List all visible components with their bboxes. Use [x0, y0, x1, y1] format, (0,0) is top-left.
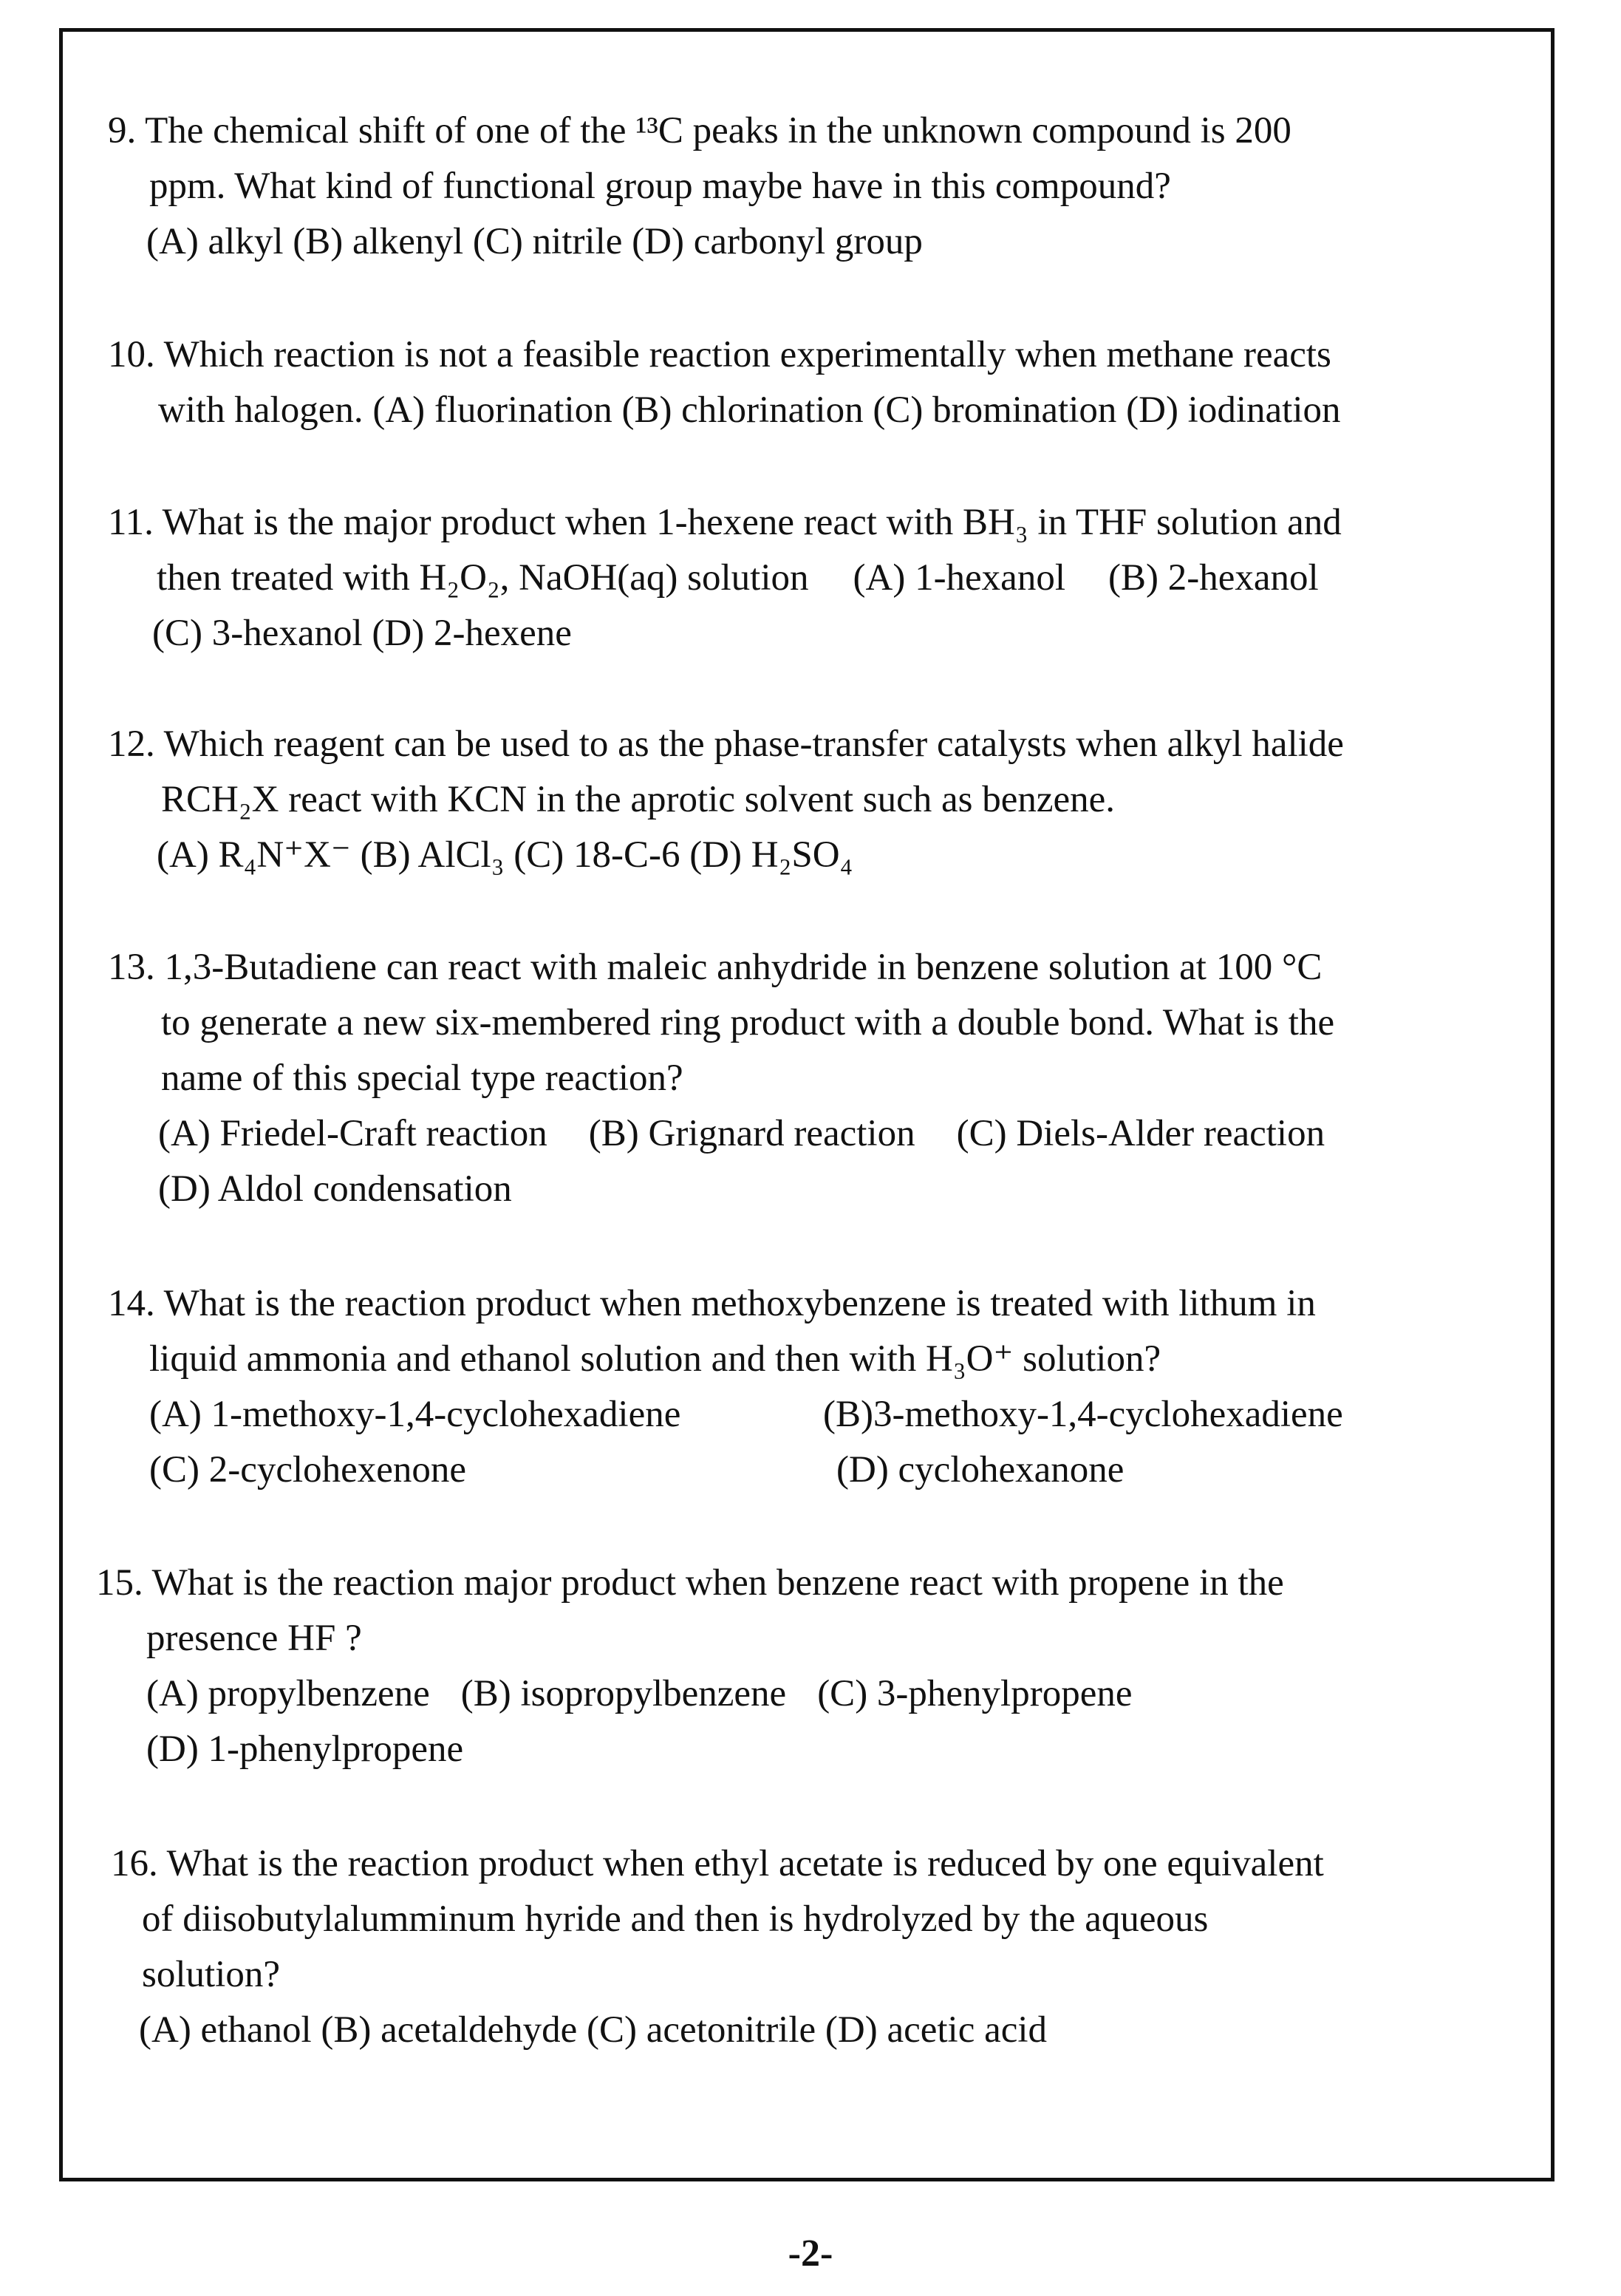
question-14-options-row-2 — [108, 1442, 1343, 1498]
question-15-option-c: (C) 3-phenylpropene — [817, 1673, 1133, 1714]
question-12-line-1: 12. Which reagent can be used to as the phase-transfer catalysts when alkyl halide — [108, 723, 1344, 765]
question-11-option-b: (B) 2-hexanol — [1108, 557, 1319, 599]
question-15-option-d: (D) 1-phenylpropene — [146, 1728, 464, 1770]
question-11-line-2 — [108, 551, 1342, 606]
question-10 — [108, 327, 1341, 438]
question-13-options-row-1 — [108, 1106, 1334, 1162]
question-15-line-2: presence HF ? — [146, 1618, 362, 1659]
question-12 — [108, 717, 1344, 883]
question-14 — [108, 1276, 1343, 1498]
question-15-option-a: (A) propylbenzene — [146, 1673, 430, 1714]
question-15-option-b: (B) isopropylbenzene — [460, 1673, 787, 1714]
question-9-line-1: 9. The chemical shift of one of the ¹³C peaks in the unknown compound is 200 — [108, 110, 1291, 151]
question-13-option-b: (B) Grignard reaction — [588, 1113, 915, 1154]
question-9-options: (A) alkyl (B) alkenyl (C) nitrile (D) carbonyl group — [146, 221, 923, 262]
question-13 — [108, 940, 1334, 1217]
question-14-line-1: 14. What is the reaction product when methoxybenzene is treated with lithum in — [108, 1283, 1316, 1324]
question-14-options-row-1 — [108, 1387, 1343, 1442]
question-15-options-row-1 — [96, 1666, 1284, 1722]
question-11-line-3: (C) 3-hexanol (D) 2-hexene — [152, 613, 572, 654]
question-16-line-1: 16. What is the reaction product when ethyl acetate is reduced by one equivalent — [111, 1843, 1324, 1884]
question-13-option-a: (A) Friedel-Craft reaction — [158, 1113, 547, 1154]
question-13-option-d: (D) Aldol condensation — [158, 1168, 512, 1210]
question-15 — [96, 1556, 1284, 1777]
question-12-line-2: RCH₂X react with KCN in the aprotic solvent such as benzene. — [161, 779, 1116, 820]
question-16-options: (A) ethanol (B) acetaldehyde (C) acetonitrile (D) acetic acid — [139, 2009, 1048, 2051]
question-11-text: then treated with H₂O₂, NaOH(aq) solution — [157, 557, 809, 599]
question-13-line-1: 13. 1,3-Butadiene can react with maleic anhydride in benzene solution at 100 °C — [108, 947, 1323, 988]
question-14-option-d: (D) cyclohexanone — [836, 1449, 1125, 1491]
question-10-line-2: with halogen. (A) fluorination (B) chlorination (C) bromination (D) iodination — [158, 389, 1341, 431]
question-13-option-c: (C) Diels-Alder reaction — [956, 1113, 1325, 1154]
page-number: -2- — [788, 2232, 833, 2275]
question-16-line-3: solution? — [142, 1954, 280, 1995]
question-13-line-3: name of this special type reaction? — [161, 1057, 683, 1099]
question-15-line-1: 15. What is the reaction major product when benzene react with propene in the — [96, 1562, 1284, 1604]
question-9-line-2: ppm. What kind of functional group maybe have in this compound? — [149, 166, 1171, 207]
question-11-line-1: 11. What is the major product when 1-hexene react with BH₃ in THF solution and — [108, 502, 1342, 543]
question-13-line-2: to generate a new six-membered ring product with a double bond. What is the — [161, 1002, 1335, 1043]
question-16-line-2: of diisobutylalumminum hyride and then is hydrolyzed by the aqueous — [142, 1898, 1209, 1940]
question-10-line-1: 10. Which reaction is not a feasible reaction experimentally when methane reacts — [108, 334, 1331, 375]
question-12-options: (A) R₄N⁺X⁻ (B) AlCl₃ (C) 18-C-6 (D) H₂SO₄ — [157, 834, 853, 876]
question-16 — [111, 1836, 1324, 2058]
question-11 — [108, 495, 1342, 661]
question-14-line-2: liquid ammonia and ethanol solution and then with H₃O⁺ solution? — [149, 1338, 1161, 1380]
question-11-option-a: (A) 1-hexanol — [853, 557, 1065, 599]
question-14-option-b: (B)3-methoxy-1,4-cyclohexadiene — [823, 1394, 1343, 1435]
question-9 — [108, 103, 1291, 270]
question-14-option-a: (A) 1-methoxy-1,4-cyclohexadiene — [149, 1394, 681, 1435]
question-14-option-c: (C) 2-cyclohexenone — [149, 1449, 467, 1491]
